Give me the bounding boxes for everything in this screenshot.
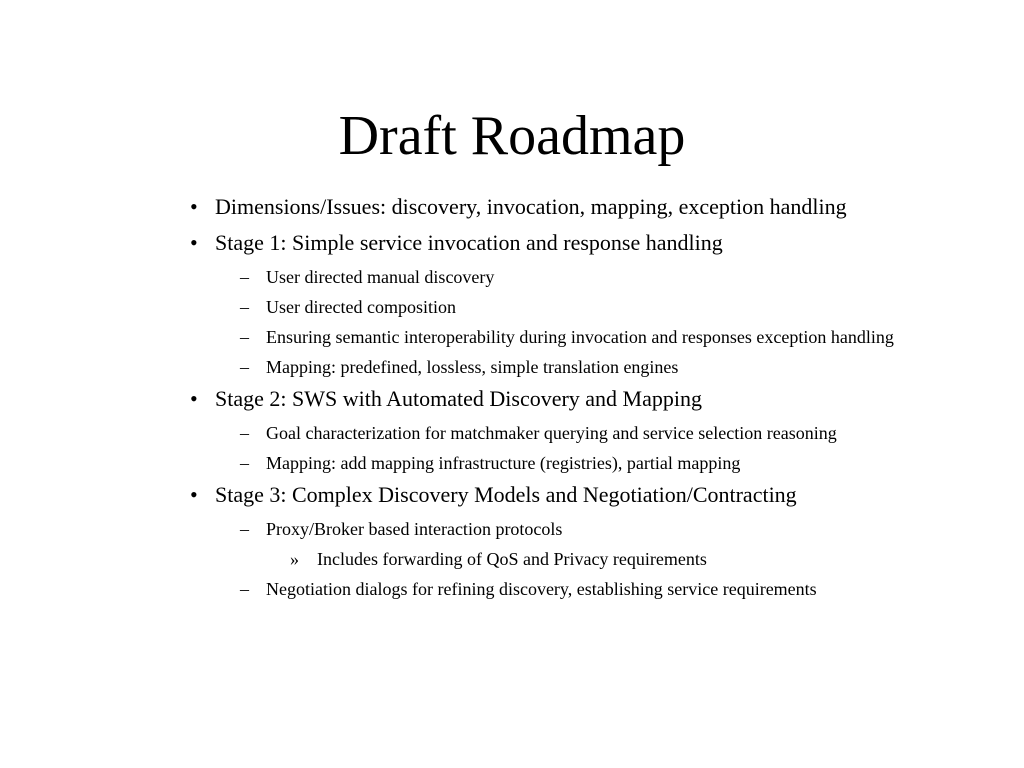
sub-bullet-text: Proxy/Broker based interaction protocols [266, 519, 563, 539]
bullet-item [190, 385, 920, 412]
sub-bullet-item [190, 265, 920, 289]
slide-title: Draft Roadmap [338, 105, 686, 167]
bullet-item [190, 229, 920, 256]
bullet-text: Stage 1: Simple service invocation and response handling [215, 230, 723, 255]
sub-bullet-item [190, 517, 920, 541]
sub-bullet-text: Goal characterization for matchmaker querying and service selection reasoning [266, 423, 837, 443]
dash-marker: – [240, 327, 249, 347]
dash-marker: – [240, 267, 249, 287]
dash-marker: – [240, 357, 249, 377]
sub-bullet-item [190, 421, 920, 445]
sub-sub-bullet-item [190, 547, 920, 571]
bullet-text: Stage 2: SWS with Automated Discovery and Mapping [215, 386, 702, 411]
bullet-marker: • [190, 194, 198, 219]
raquo-marker: » [290, 549, 299, 569]
bullet-marker: • [190, 482, 198, 507]
dash-marker: – [240, 453, 249, 473]
sub-bullet-text: User directed composition [266, 297, 456, 317]
bullet-marker: • [190, 230, 198, 255]
bullet-marker: • [190, 386, 198, 411]
bullet-item [190, 481, 920, 508]
sub-bullet-text: User directed manual discovery [266, 267, 495, 287]
sub-bullet-text: Ensuring semantic interoperability during invocation and responses exception handling [266, 327, 894, 347]
sub-bullet-item [190, 295, 920, 319]
sub-bullet-item [190, 577, 920, 601]
bullet-list [190, 193, 920, 607]
dash-marker: – [240, 423, 249, 443]
dash-marker: – [240, 579, 249, 599]
dash-marker: – [240, 519, 249, 539]
bullet-text: Dimensions/Issues: discovery, invocation, mapping, exception handling [215, 194, 847, 219]
sub-sub-bullet-text: Includes forwarding of QoS and Privacy requirements [317, 549, 707, 569]
sub-bullet-text: Mapping: predefined, lossless, simple translation engines [266, 357, 679, 377]
bullet-item [190, 193, 920, 220]
sub-bullet-item [190, 325, 920, 349]
sub-bullet-item [190, 355, 920, 379]
sub-bullet-text: Negotiation dialogs for refining discovery, establishing service requirements [266, 579, 817, 599]
dash-marker: – [240, 297, 249, 317]
sub-bullet-text: Mapping: add mapping infrastructure (registries), partial mapping [266, 453, 741, 473]
sub-bullet-item [190, 451, 920, 475]
bullet-text: Stage 3: Complex Discovery Models and Negotiation/Contracting [215, 482, 797, 507]
